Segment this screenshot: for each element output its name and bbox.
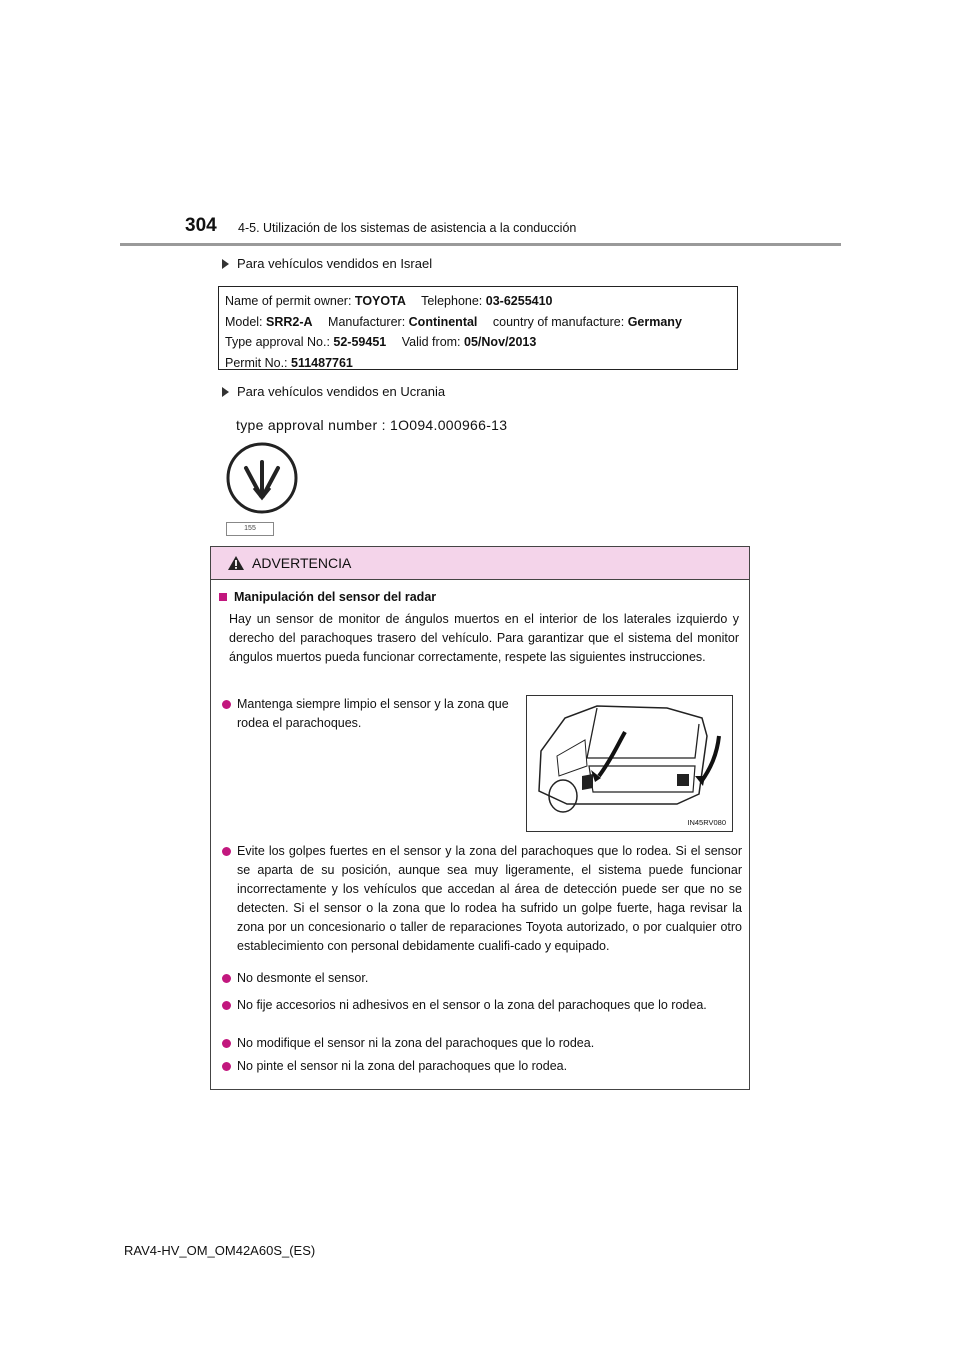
permit-owner-value: TOYOTA (354, 294, 406, 308)
warning-triangle-icon (227, 555, 245, 571)
valid-from-label: Valid from: (401, 335, 461, 349)
model-value: SRR2-A (266, 314, 313, 329)
triangle-bullet-icon (222, 259, 229, 269)
header-rule (120, 243, 841, 246)
model-label: Model: (225, 314, 263, 329)
permit-owner-label: Name of permit owner: (225, 294, 352, 308)
section-title: 4-5. Utilización de los sistemas de asistencia a la conducción (238, 221, 577, 235)
telephone-value: 03-6255410 (485, 294, 553, 308)
list-item: No desmonte el sensor. (222, 969, 742, 988)
telephone-label: Telephone: (421, 294, 483, 308)
israel-line-4 (225, 353, 731, 374)
permit-no-value: 511487761 (291, 355, 353, 370)
type-approval-value: 52-59451 (333, 335, 387, 349)
list-item: Mantenga siempre limpio el sensor y la zona que rodea el parachoques. (222, 695, 512, 733)
ukraine-approval-number: type approval number : 1O094.000966-13 (236, 417, 508, 433)
round-bullet-icon (222, 1062, 231, 1071)
round-bullet-icon (222, 847, 231, 856)
list-item: No pinte el sensor ni la zona del parachoques que lo rodea. (222, 1057, 742, 1076)
israel-permit-label (218, 286, 738, 370)
ukraine-conformity-mark-icon (224, 440, 300, 516)
ukraine-heading (222, 384, 445, 399)
round-bullet-icon (222, 1039, 231, 1048)
israel-line-3 (225, 332, 731, 353)
warning-box (210, 546, 750, 1090)
israel-heading-text: Para vehículos vendidos en Israel (237, 256, 433, 271)
list-item: Evite los golpes fuertes en el sensor y la zona del parachoques que lo rodea. Si el sensor se aparta de su posición, aunque sea muy ligeramente, el sistema puede funcionar incorrectamente y los vehículos que accedan al área de detección puede ser que no se detecten. Si el sensor o la zona que lo rodea ha sufrido un golpe fuerte, haga revisar la zona por un concesionario o taller de reparaciones Toyota autorizado, o por cualquier otro establecimiento con personal debidamente cualifi-cado y equipado. (222, 842, 742, 956)
round-bullet-icon (222, 700, 231, 709)
warning-title: ADVERTENCIA (252, 555, 352, 571)
warning-intro: Hay un sensor de monitor de ángulos muertos en el interior de los laterales izquierdo y derecho del parachoques trasero del vehículo. Para garantizar que el sistema del monitor ángulos muertos pueda funcionar correctamente, respete las siguientes instrucciones. (229, 612, 739, 664)
warning-subheading-text: Manipulación del sensor del radar (234, 590, 437, 604)
rear-bumper-sensor-figure (526, 695, 733, 832)
car-rear-illustration-icon (527, 696, 732, 831)
israel-line-1 (225, 291, 731, 312)
country-value: Germany (627, 314, 682, 329)
figure-code: IN45RV080 (687, 818, 726, 827)
warning-subheading (219, 590, 436, 604)
triangle-bullet-icon (222, 387, 229, 397)
list-item: No fije accesorios ni adhesivos en el sensor o la zona del parachoques que lo rodea. (222, 996, 742, 1015)
warning-header (211, 547, 749, 580)
round-bullet-icon (222, 1001, 231, 1010)
manufacturer-label: Manufacturer: (328, 314, 406, 329)
page-number: 304 (185, 215, 217, 236)
valid-from-value: 05/Nov/2013 (464, 335, 537, 349)
manufacturer-value: Continental (408, 314, 478, 329)
ukraine-mark-code: 155 (226, 522, 274, 536)
square-bullet-icon (219, 593, 227, 601)
type-approval-label: Type approval No.: (225, 335, 330, 349)
israel-line-2 (225, 312, 731, 333)
round-bullet-icon (222, 974, 231, 983)
list-item: No modifique el sensor ni la zona del parachoques que lo rodea. (222, 1034, 742, 1053)
country-label: country of manufacture: (492, 314, 625, 329)
ukraine-heading-text: Para vehículos vendidos en Ucrania (237, 384, 446, 399)
document-code: RAV4-HV_OM_OM42A60S_(ES) (124, 1243, 316, 1258)
israel-heading (222, 256, 432, 271)
permit-no-label: Permit No.: (225, 355, 288, 370)
